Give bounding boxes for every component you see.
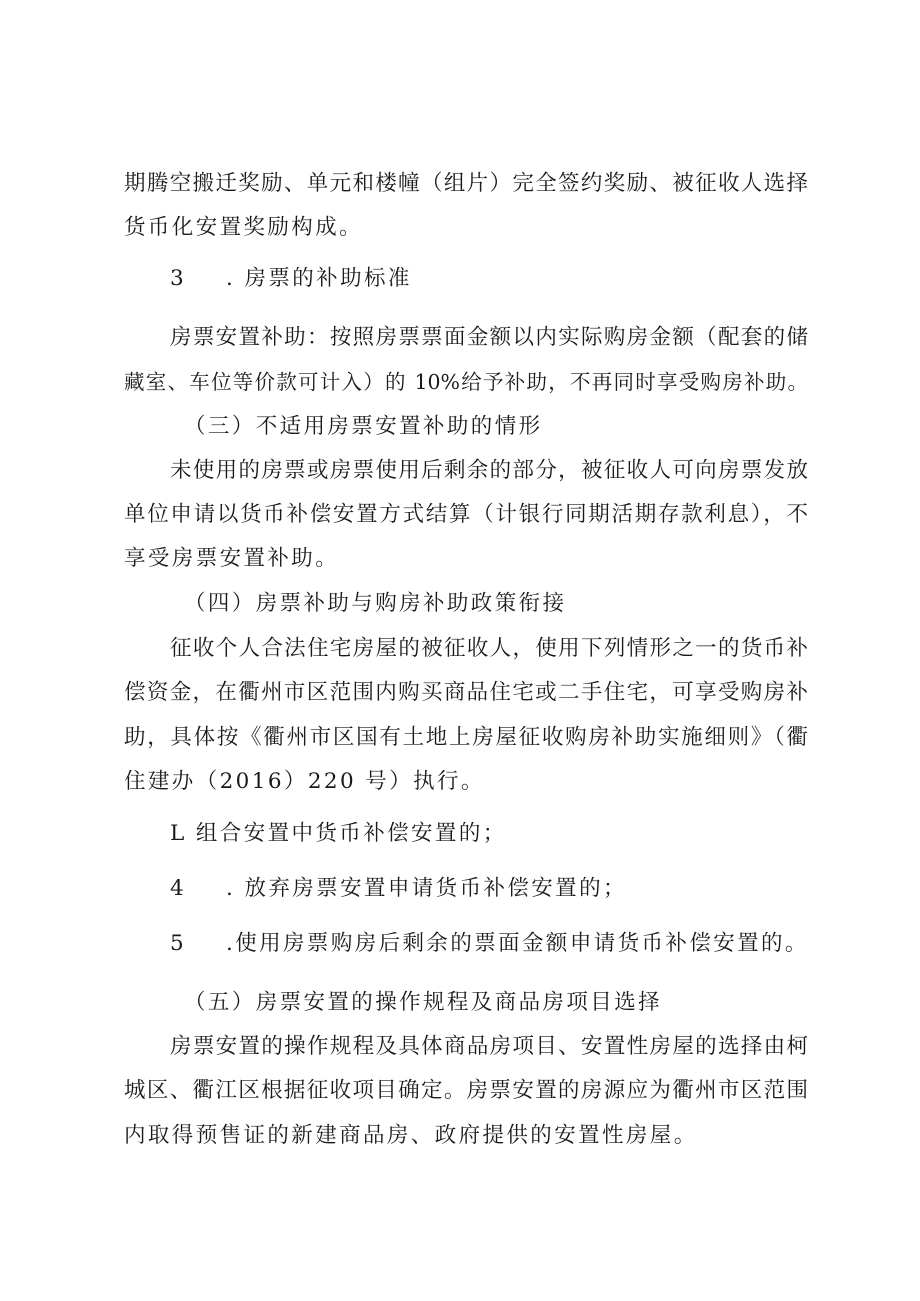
paragraph-line: 征收个人合法住宅房屋的被征收人，使用下列情形之一的货币补 <box>170 636 808 661</box>
section-heading: （三）不适用房票安置补助的情形 <box>184 414 543 439</box>
paragraph-line: 期腾空搬迁奖励、单元和楼幢（组片）完全签约奖励、被征收人选择 <box>124 171 808 196</box>
list-item-number: 5 <box>170 931 184 956</box>
list-item-text: . 房票的补助标准 <box>226 266 412 291</box>
paragraph-line: 住建办（2016）220 号）执行。 <box>124 769 485 794</box>
paragraph-line: 内取得预售证的新建商品房、政府提供的安置性房屋。 <box>124 1123 698 1148</box>
list-item-text: L 组合安置中货币补偿安置的； <box>170 821 507 846</box>
list-item-text: . 放弃房票安置申请货币补偿安置的； <box>226 876 627 901</box>
paragraph-line: 城区、衢江区根据征收项目确定。房票安置的房源应为衢州市区范围 <box>124 1078 808 1103</box>
paragraph-line: 藏室、车位等价款可计入）的 10%给予补助，不再同时享受购房补助。 <box>124 370 808 394</box>
paragraph-line: 未使用的房票或房票使用后剩余的部分，被征收人可向房票发放 <box>170 458 808 483</box>
paragraph-line: 房票安置的操作规程及具体商品房项目、安置性房屋的选择由柯 <box>170 1034 808 1059</box>
paragraph-line: 享受房票安置补助。 <box>124 546 340 571</box>
section-heading: （四）房票补助与购房补助政策衔接 <box>184 591 567 616</box>
paragraph-line: 单位申请以货币补偿安置方式结算（计银行同期活期存款利息），不 <box>124 502 808 527</box>
paragraph-line: 货币化安置奖励构成。 <box>124 215 364 240</box>
paragraph-line: 房票安置补助：按照房票票面金额以内实际购房金额（配套的储 <box>170 325 808 350</box>
section-heading: （五）房票安置的操作规程及商品房项目选择 <box>184 990 663 1015</box>
paragraph-line: 偿资金，在衢州市区范围内购买商品住宅或二手住宅，可享受购房补 <box>124 680 808 705</box>
paragraph-line: 助，具体按《衢州市区国有土地上房屋征收购房补助实施细则》（衢 <box>124 725 808 750</box>
list-item-text: .使用房票购房后剩余的票面金额申请货币补偿安置的。 <box>226 931 809 956</box>
list-item-number: 3 <box>170 266 184 291</box>
list-item-number: 4 <box>170 876 184 901</box>
